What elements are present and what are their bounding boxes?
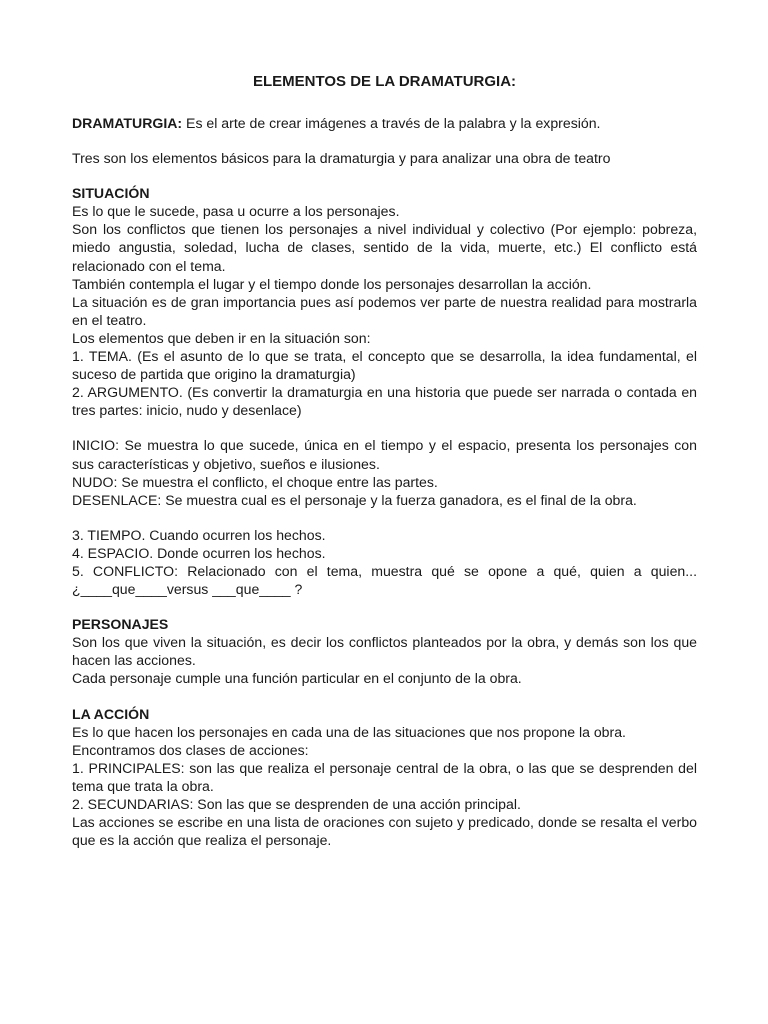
section-heading-situacion: SITUACIÓN <box>72 185 150 202</box>
personajes-paragraph: Cada personaje cumple una función particular en el conjunto de la obra. <box>72 670 522 687</box>
section-heading-accion: LA ACCIÓN <box>72 705 150 722</box>
document-title: ELEMENTOS DE LA DRAMATURGIA: <box>252 73 517 90</box>
list-item-conflicto: 5. CONFLICTO: Relacionado con el tema, muestra qué se opone a qué, quien a quien... ¿____que____versus ___que____ ? <box>72 562 697 598</box>
list-item-principales: 1. PRINCIPALES: son las que realiza el personaje central de la obra, o las que se desprenden del tema que trata la obra. <box>72 759 697 794</box>
intro-paragraph: Tres son los elementos básicos para la dramaturgia y para analizar una obra de teatro <box>72 150 611 167</box>
situacion-paragraph: La situación es de gran importancia pues así podemos ver parte de nuestra realidad para mostrarla en el teatro. <box>72 293 697 328</box>
list-item-espacio: 4. ESPACIO. Donde ocurren los hechos. <box>72 544 326 561</box>
list-item-secundarias: 2. SECUNDARIAS: Son las que se desprenden de una acción principal. <box>72 796 521 812</box>
situacion-paragraph: Los elementos que deben ir en la situación son: <box>72 329 371 346</box>
list-item-argumento: 2. ARGUMENTO. (Es convertir la dramaturgia en una historia que puede ser narrada o contada en tres partes: inicio, nudo y desenlace) <box>72 384 697 419</box>
argumento-desenlace: DESENLACE: Se muestra cual es el personaje y la fuerza ganadora, es el final de la obra. <box>72 491 637 508</box>
document-page <box>72 72 697 849</box>
situacion-paragraph: Es lo que le sucede, pasa u ocurre a los personajes. <box>72 203 400 220</box>
list-item-tiempo: 3. TIEMPO. Cuando ocurren los hechos. <box>72 526 326 543</box>
accion-paragraph: Las acciones se escribe en una lista de oraciones con sujeto y predicado, donde se resalta el verbo que es la acción que realiza el personaje. <box>72 814 697 849</box>
personajes-paragraph: Son los que viven la situación, es decir los conflictos planteados por la obra, y demás son los que hacen las acciones. <box>72 634 697 669</box>
definition-paragraph <box>72 114 697 132</box>
accion-paragraph: Encontramos dos clases de acciones: <box>72 741 309 758</box>
situacion-paragraph: Son los conflictos que tienen los personajes a nivel individual y colectivo (Por ejemplo: pobreza, miedo angustia, soledad, lucha de clases, sentido de la vida, muerte, etc.) El conflicto está relacionado con el tema. <box>72 221 697 274</box>
definition-term: DRAMATURGIA: <box>72 115 183 131</box>
list-item-tema: 1. TEMA. (Es el asunto de lo que se trata, el concepto que se desarrolla, la idea fundamental, el suceso de partida que origino la dramaturgia) <box>72 348 697 383</box>
accion-paragraph: Es lo que hacen los personajes en cada una de las situaciones que nos propone la obra. <box>72 723 626 740</box>
section-heading-personajes: PERSONAJES <box>72 616 169 633</box>
situacion-paragraph: También contempla el lugar y el tiempo donde los personajes desarrollan la acción. <box>72 275 592 292</box>
argumento-inicio: INICIO: Se muestra lo que sucede, única en el tiempo y el espacio, presenta los personajes con sus características y objetivo, sueños e ilusiones. <box>72 437 697 472</box>
argumento-nudo: NUDO: Se muestra el conflicto, el choque entre las partes. <box>72 473 438 490</box>
definition-text: Es el arte de crear imágenes a través de la palabra y la expresión. <box>182 115 601 131</box>
